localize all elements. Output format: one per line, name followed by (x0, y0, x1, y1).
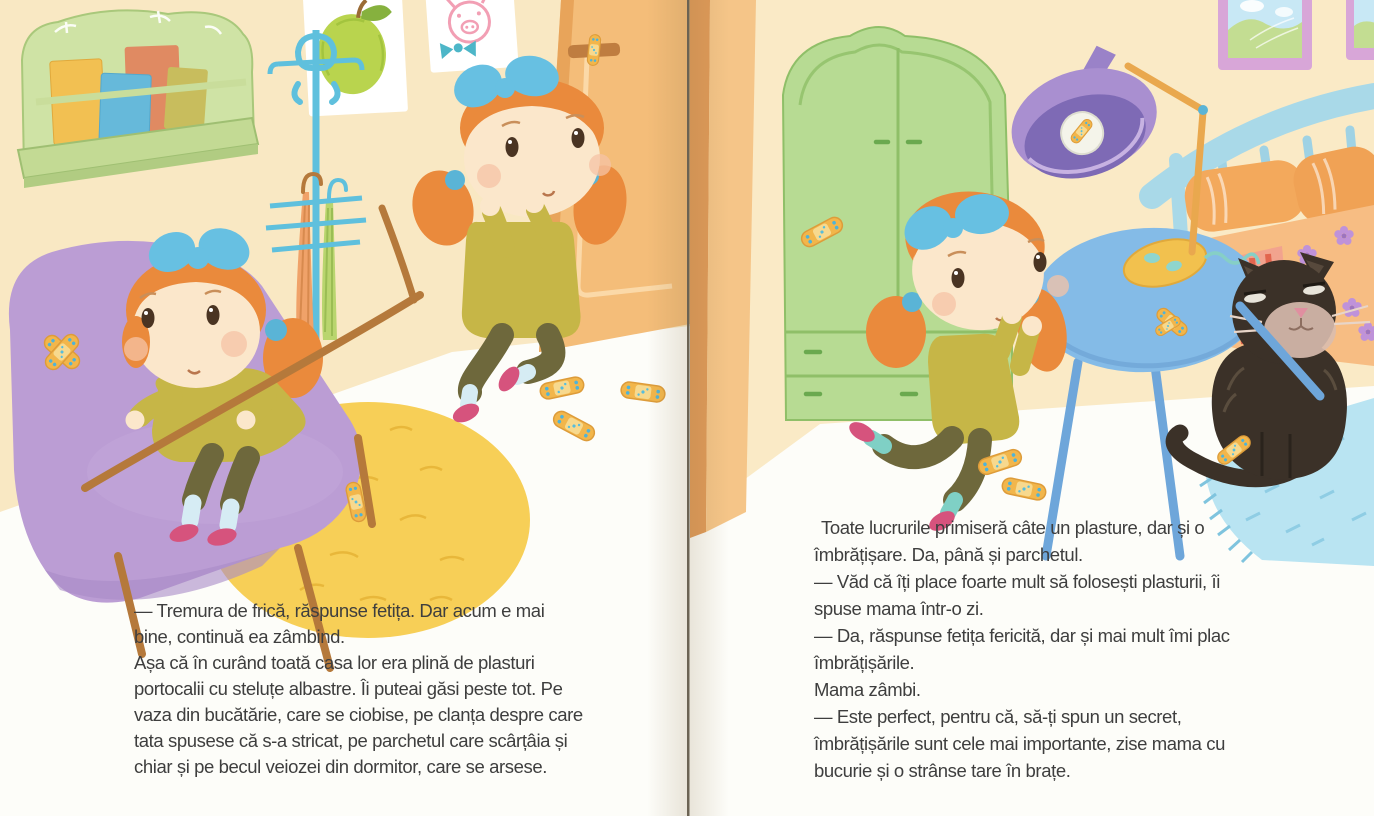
story-line: Mama zâmbi. (814, 679, 921, 700)
story-line: — Da, răspunse fetița fericită, dar și mai mult îmi plac (814, 625, 1230, 646)
story-line: îmbrățișările sunt cele mai importante, zise mama cu (814, 733, 1226, 754)
story-line: — Tremura de frică, răspunse fetița. Dar acum e mai (134, 600, 545, 621)
story-line: spuse mama într-o zi. (814, 598, 984, 619)
story-line: îmbrățișările. (814, 652, 915, 673)
story-line: tata spusese că s-a stricat, pe parchetul care scârțâia și (134, 730, 568, 751)
story-line: bine, continuă ea zâmbind. (134, 626, 345, 647)
right-page-story-text (814, 514, 1374, 784)
window (1218, 0, 1312, 70)
window-partial (1346, 0, 1374, 60)
story-line: — Este perfect, pentru că, să-ți spun un secret, (814, 706, 1182, 727)
story-line: Așa că în curând toată casa lor era plină de plasturi (134, 652, 535, 673)
story-line: portocalii cu steluțe albastre. Îi puteai găsi peste tot. Pe (134, 678, 563, 699)
left-page-story-text (134, 598, 714, 780)
story-line: vaza din bucătărie, care se ciobise, pe clanța despre care (134, 704, 583, 725)
story-line: îmbrățișare. Da, până și parchetul. (814, 544, 1083, 565)
pig-poster (425, 0, 518, 73)
story-line: Toate lucrurile primiseră câte un plasture, dar și o (821, 517, 1205, 538)
story-line: bucurie și o strânse tare în brațe. (814, 760, 1071, 781)
story-line: chiar și pe becul veiozei din dormitor, care se arsese. (134, 756, 547, 777)
story-line: — Văd că îți place foarte mult să folosești plasturii, îi (814, 571, 1220, 592)
